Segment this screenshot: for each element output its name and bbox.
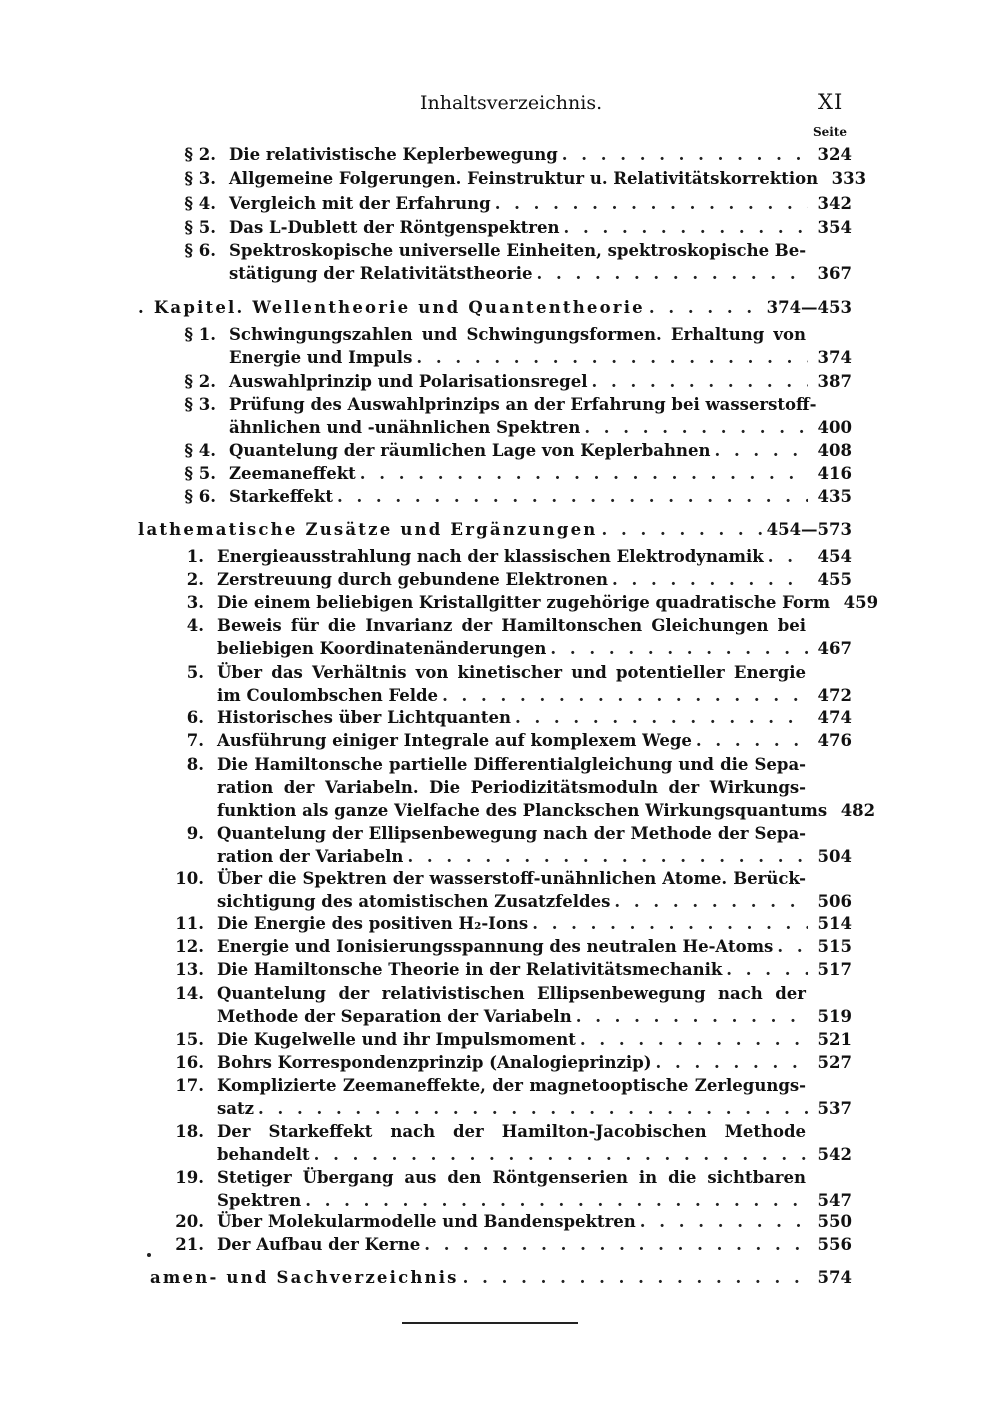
toc-row [162,637,852,660]
toc-row [176,416,852,439]
appendix-item-leader-dots [576,1005,808,1028]
appendix-item-title: Der Aufbau der Kerne [217,1235,421,1254]
section-entry-leader-dots [416,346,808,369]
appendix-item-label: 3. [186,593,204,612]
appendix-item-label: 11. [175,914,204,933]
section-entry-leader-dots [714,439,808,462]
toc-row [176,262,852,285]
toc-row [162,1120,852,1143]
section-entry-title: Prüfung des Auswahlprinzips an der Erfahrung bei wasserstoff- [229,395,817,414]
toc-row [162,890,852,913]
toc-row [176,439,852,462]
appendix-item-page-number: 506 [817,892,852,911]
appendix-item-title: Zerstreuung durch gebundene Elektronen [217,570,609,589]
running-header-page-number: XI [818,90,844,114]
appendix-item-label: 2. [186,570,204,589]
toc-row [176,216,852,239]
print-speck [147,1253,151,1257]
appendix-item-page-number: 454 [817,547,852,566]
index-entry-page-number: 574 [817,1268,852,1287]
appendix-item-label: 20. [175,1212,204,1231]
appendix-item-leader-dots [656,1051,808,1074]
section-entry-label: § 5. [184,218,216,237]
appendix-item-label: 18. [175,1122,204,1141]
appendix-item-leader-dots [407,845,808,868]
appendix-item-label: 5. [186,663,204,682]
appendix-item-title: Über die Spektren der wasserstoff-unähnlichen Atome. Berück- [217,869,806,888]
section-entry-title: Allgemeine Folgerungen. Feinstruktur u. Relativitätskorrektion [229,169,819,188]
toc-row [162,935,852,958]
toc-row [162,1074,852,1097]
toc-row [162,1028,852,1051]
appendix-item-label: 10. [175,869,204,888]
toc-row [176,143,852,166]
closing-rule [402,1322,578,1324]
appendix-item-leader-dots [640,1210,808,1233]
appendix-item-title: sichtigung des atomistischen Zusatzfeldes [217,892,611,911]
toc-row [162,1051,852,1074]
appendix-item-leader-dots [612,568,808,591]
section-entry-title: Zeemaneffekt [229,464,356,483]
appendix-item-leader-dots [696,729,808,752]
toc-row [138,296,852,319]
section-entry-title: Schwingungszahlen und Schwingungsformen. Erhaltung von [229,325,806,344]
appendix-item-title: Über Molekularmodelle und Bandenspektren [217,1212,636,1231]
section-entry-label: § 3. [184,395,216,414]
appendix-item-title: satz [217,1099,254,1118]
appendix-item-page-number: 542 [817,1145,852,1164]
toc-row [176,239,852,262]
appendix-item-page-number: 455 [817,570,852,589]
appendix-item-label: 8. [186,755,204,774]
appendix-item-title: Komplizierte Zeemaneffekte, der magnetooptische Zerlegungs- [217,1076,806,1095]
appendix-item-label: 12. [175,937,204,956]
section-entry-page-number: 342 [817,194,852,213]
section-entry-label: § 4. [184,441,216,460]
appendix-item-title: Ausführung einiger Integrale auf komplexem Wege [217,731,692,750]
appendix-item-title: Quantelung der Ellipsenbewegung nach der Methode der Sepa- [217,824,806,843]
section-entry-title: stätigung der Relativitätstheorie [229,264,533,283]
chapter-page-range: 374—453 [766,298,852,317]
appendix-item-title: Die Energie des positiven H₂-Ions [217,914,529,933]
appendix-item-page-number: 504 [817,847,852,866]
section-entry-page-number: 408 [817,441,852,460]
section-entry-label: § 6. [184,487,216,506]
running-header-title: Inhaltsverzeichnis. [420,92,603,114]
appendix-item-title: Methode der Separation der Variabeln [217,1007,572,1026]
section-entry-label: § 4. [184,194,216,213]
appendix-heading-leader-dots [602,518,763,541]
appendix-item-title: beliebigen Koordinatenänderungen [217,639,547,658]
section-entry-label: § 6. [184,241,216,260]
appendix-page-range: 454—573 [766,520,852,539]
section-entry-title: Quantelung der räumlichen Lage von Keplerbahnen [229,441,711,460]
toc-row [162,753,852,776]
appendix-item-title: Über das Verhältnis von kinetischer und potentieller Energie [217,663,806,682]
toc-row [176,485,852,508]
appendix-item-leader-dots [777,935,808,958]
appendix-item-title: Die einem beliebigen Kristallgitter zugehörige quadratische Form [217,593,831,612]
appendix-item-title: im Coulombschen Felde [217,686,439,705]
appendix-item-title: Quantelung der relativistischen Ellipsenbewegung nach der [217,984,806,1003]
index-entry-title: amen- und Sachverzeichnis [150,1268,459,1287]
toc-row [162,958,852,981]
appendix-item-label: 14. [175,984,204,1003]
toc-row [176,370,852,393]
toc-row [162,845,852,868]
appendix-item-label: 19. [175,1168,204,1187]
section-entry-title: Starkeffekt [229,487,333,506]
section-entry-title: Vergleich mit der Erfahrung [229,194,491,213]
toc-row [176,393,852,416]
section-entry-title: Auswahlprinzip und Polarisationsregel [229,372,588,391]
appendix-item-page-number: 521 [817,1030,852,1049]
appendix-item-leader-dots [580,1028,808,1051]
appendix-item-leader-dots [532,912,808,935]
section-entry-page-number: 354 [817,218,852,237]
toc-row [162,568,852,591]
appendix-item-page-number: 459 [843,593,879,612]
appendix-item-leader-dots [515,706,808,729]
section-entry-page-number: 400 [817,418,852,437]
appendix-item-page-number: 514 [817,914,852,933]
section-entry-title: Spektroskopische universelle Einheiten, spektroskopische Be- [229,241,807,260]
section-entry-leader-dots [562,143,808,166]
toc-row [162,661,852,684]
section-entry-page-number: 324 [817,145,852,164]
appendix-item-leader-dots [768,545,808,568]
appendix-item-page-number: 476 [817,731,852,750]
appendix-item-title: ration der Variabeln [217,847,404,866]
toc-row [162,545,852,568]
appendix-item-page-number: 474 [817,708,852,727]
toc-row [176,192,852,215]
toc-row [162,591,879,614]
section-entry-label: § 1. [184,325,216,344]
appendix-item-leader-dots [614,890,808,913]
appendix-item-leader-dots [305,1189,808,1212]
appendix-item-title: Beweis für die Invarianz der Hamiltonschen Gleichungen bei [217,616,806,635]
appendix-item-title: Stetiger Übergang aus den Röntgenserien in die sichtbaren [217,1168,806,1187]
appendix-item-label: 17. [175,1076,204,1095]
appendix-item-label: 6. [186,708,204,727]
section-entry-title: ähnlichen und -unähnlichen Spektren [229,418,581,437]
appendix-item-label: 13. [175,960,204,979]
toc-row [162,1210,852,1233]
appendix-item-page-number: 537 [817,1099,852,1118]
section-entry-page-number: 416 [817,464,852,483]
toc-row [162,912,852,935]
section-entry-label: § 2. [184,372,216,391]
appendix-item-title: Historisches über Lichtquanten [217,708,511,727]
appendix-item-label: 7. [186,731,204,750]
toc-row [162,1166,852,1189]
appendix-item-page-number: 527 [817,1053,852,1072]
appendix-item-page-number: 472 [817,686,852,705]
chapter-heading-leader-dots [649,296,763,319]
section-entry-page-number: 374 [817,348,852,367]
toc-row [138,518,852,541]
appendix-item-label: 1. [186,547,204,566]
appendix-item-title: Die Hamiltonsche partielle Differentialgleichung und die Sepa- [217,755,806,774]
section-entry-leader-dots [563,216,808,239]
section-entry-title: Die relativistische Keplerbewegung [229,145,558,164]
appendix-item-title: Der Starkeffekt nach der Hamilton-Jacobischen Methode [217,1122,806,1141]
section-entry-title: Das L-Dublett der Röntgenspektren [229,218,560,237]
toc-row [176,167,867,190]
section-entry-leader-dots [495,192,808,215]
appendix-item-page-number: 556 [817,1235,852,1254]
appendix-item-leader-dots [258,1097,808,1120]
toc-row [162,706,852,729]
toc-row [162,729,852,752]
toc-row [176,462,852,485]
section-entry-label: § 3. [184,169,216,188]
appendix-item-leader-dots [424,1233,808,1256]
section-entry-page-number: 387 [817,372,852,391]
appendix-item-title: Die Hamiltonsche Theorie in der Relativitätsmechanik [217,960,723,979]
toc-row [176,323,852,346]
toc-row [162,684,852,707]
toc-row [162,799,876,822]
appendix-item-page-number: 550 [817,1212,852,1231]
appendix-item-label: 21. [175,1235,204,1254]
appendix-item-page-number: 547 [817,1191,852,1210]
toc-row [162,614,852,637]
appendix-item-label: 4. [186,616,204,635]
toc-row [162,1233,852,1256]
appendix-item-page-number: 482 [840,801,876,820]
toc-row [162,822,852,845]
toc-row [162,1143,852,1166]
appendix-item-title: Energie und Ionisierungsspannung des neutralen He-Atoms [217,937,774,956]
appendix-item-leader-dots [550,637,808,660]
appendix-item-title: funktion als ganze Vielfache des Planckschen Wirkungsquantums [217,801,828,820]
toc-row [162,982,852,1005]
section-entry-leader-dots [591,370,808,393]
toc-row [176,346,852,369]
appendix-item-leader-dots [442,684,808,707]
section-entry-leader-dots [537,262,809,285]
appendix-item-title: Spektren [217,1191,302,1210]
section-entry-title: Energie und Impuls [229,348,413,367]
appendix-item-leader-dots [314,1143,808,1166]
toc-row [162,1005,852,1028]
appendix-item-title: Die Kugelwelle und ihr Impulsmoment [217,1030,576,1049]
appendix-item-title: Energieausstrahlung nach der klassischen Elektrodynamik [217,547,764,566]
section-entry-label: § 2. [184,145,216,164]
toc-row [162,867,852,890]
section-entry-page-number: 435 [817,487,852,506]
appendix-item-title: ration der Variabeln. Die Periodizitätsmoduln der Wirkungs- [217,778,806,797]
section-entry-leader-dots [584,416,808,439]
section-entry-page-number: 367 [817,264,852,283]
section-entry-leader-dots [337,485,808,508]
section-entry-leader-dots [360,462,808,485]
appendix-heading: lathematische Zusätze und Ergänzungen [138,520,598,539]
appendix-item-title: Bohrs Korrespondenzprinzip (Analogieprinzip) [217,1053,652,1072]
appendix-item-page-number: 467 [817,639,852,658]
section-entry-page-number: 333 [831,169,867,188]
section-entry-label: § 5. [184,464,216,483]
appendix-item-label: 9. [186,824,204,843]
appendix-item-label: 16. [175,1053,204,1072]
toc-row [162,1189,852,1212]
toc-row [162,1097,852,1120]
index-entry-leader-dots [463,1266,808,1289]
appendix-item-title: behandelt [217,1145,310,1164]
chapter-heading: . Kapitel. Wellentheorie und Quantentheorie [138,298,645,317]
appendix-item-page-number: 515 [817,937,852,956]
seite-column-label: Seite [813,125,848,139]
appendix-item-page-number: 517 [817,960,852,979]
appendix-item-page-number: 519 [817,1007,852,1026]
toc-row [150,1266,852,1289]
appendix-item-label: 15. [175,1030,204,1049]
appendix-item-leader-dots [726,958,808,981]
toc-row [162,776,852,799]
